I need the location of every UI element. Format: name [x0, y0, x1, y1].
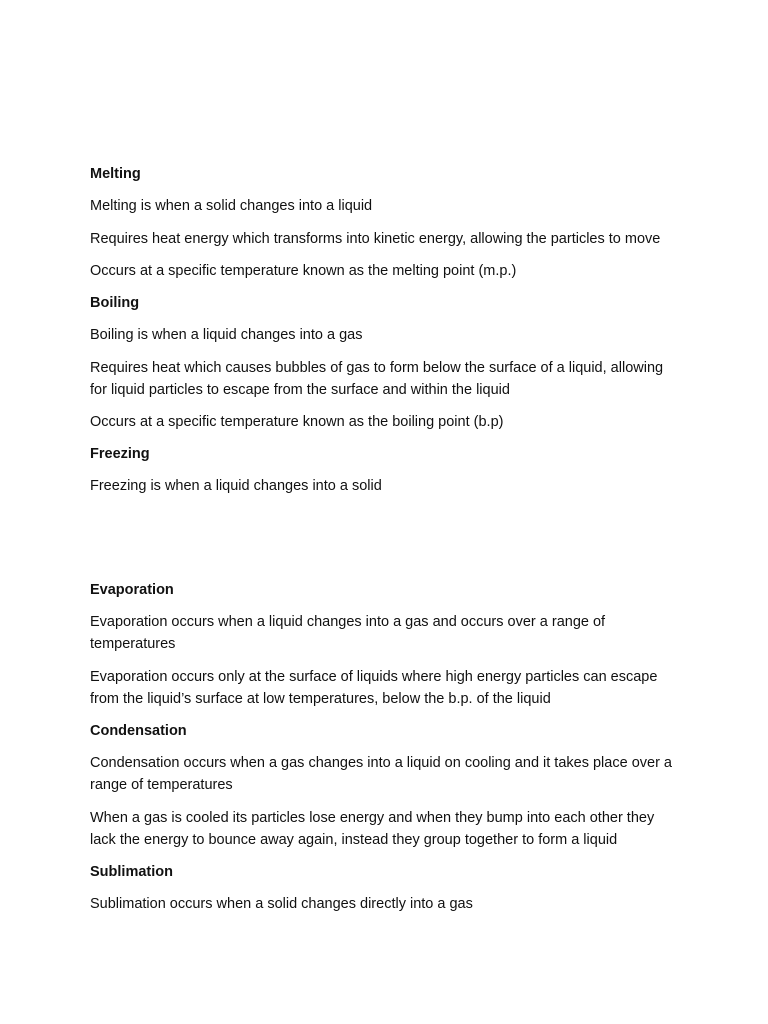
heading: Boiling	[90, 295, 140, 311]
paragraph	[90, 324, 680, 346]
paragraph	[90, 260, 680, 282]
heading: Melting	[90, 166, 141, 182]
paragraph	[90, 411, 680, 433]
paragraph-text: Evaporation occurs when a liquid changes into a gas and occurs over a range of temperatures	[90, 614, 606, 652]
paragraph-text: Boiling is when a liquid changes into a gas	[90, 327, 363, 343]
paragraph-text: Occurs at a specific temperature known as the boiling point (b.p)	[90, 414, 504, 430]
section-heading-evaporation	[90, 579, 680, 601]
section-heading-melting	[90, 163, 680, 185]
paragraph-text: Sublimation occurs when a solid changes directly into a gas	[90, 896, 473, 912]
paragraph-text: Evaporation occurs only at the surface of liquids where high energy particles can escape from the liquid’s surface at low temperatures, below the b.p. of the liquid	[90, 669, 658, 707]
paragraph	[90, 807, 680, 851]
document-page	[90, 0, 680, 1024]
paragraph	[90, 752, 680, 796]
paragraph	[90, 893, 680, 915]
section-heading-boiling	[90, 292, 680, 314]
paragraph-text: Condensation occurs when a gas changes into a liquid on cooling and it takes place over a range of temperatures	[90, 755, 672, 793]
heading: Condensation	[90, 723, 187, 739]
heading: Evaporation	[90, 582, 174, 598]
section-heading-sublimation	[90, 861, 680, 883]
heading: Freezing	[90, 446, 150, 462]
paragraph-text: When a gas is cooled its particles lose energy and when they bump into each other they lack the energy to bounce away again, instead they group together to form a liquid	[90, 810, 655, 848]
section-heading-freezing	[90, 443, 680, 465]
paragraph-text: Requires heat which causes bubbles of gas to form below the surface of a liquid, allowing for liquid particles to escape from the surface and within the liquid	[90, 360, 664, 398]
section-heading-condensation	[90, 720, 680, 742]
paragraph-text: Requires heat energy which transforms into kinetic energy, allowing the particles to move	[90, 231, 661, 247]
paragraph	[90, 666, 680, 710]
paragraph	[90, 475, 680, 497]
paragraph-text: Occurs at a specific temperature known as the melting point (m.p.)	[90, 263, 517, 279]
paragraph-text: Melting is when a solid changes into a liquid	[90, 198, 373, 214]
paragraph-text: Freezing is when a liquid changes into a solid	[90, 478, 382, 494]
paragraph	[90, 228, 680, 250]
paragraph	[90, 611, 680, 655]
heading: Sublimation	[90, 864, 173, 880]
paragraph	[90, 357, 680, 401]
paragraph	[90, 195, 680, 217]
